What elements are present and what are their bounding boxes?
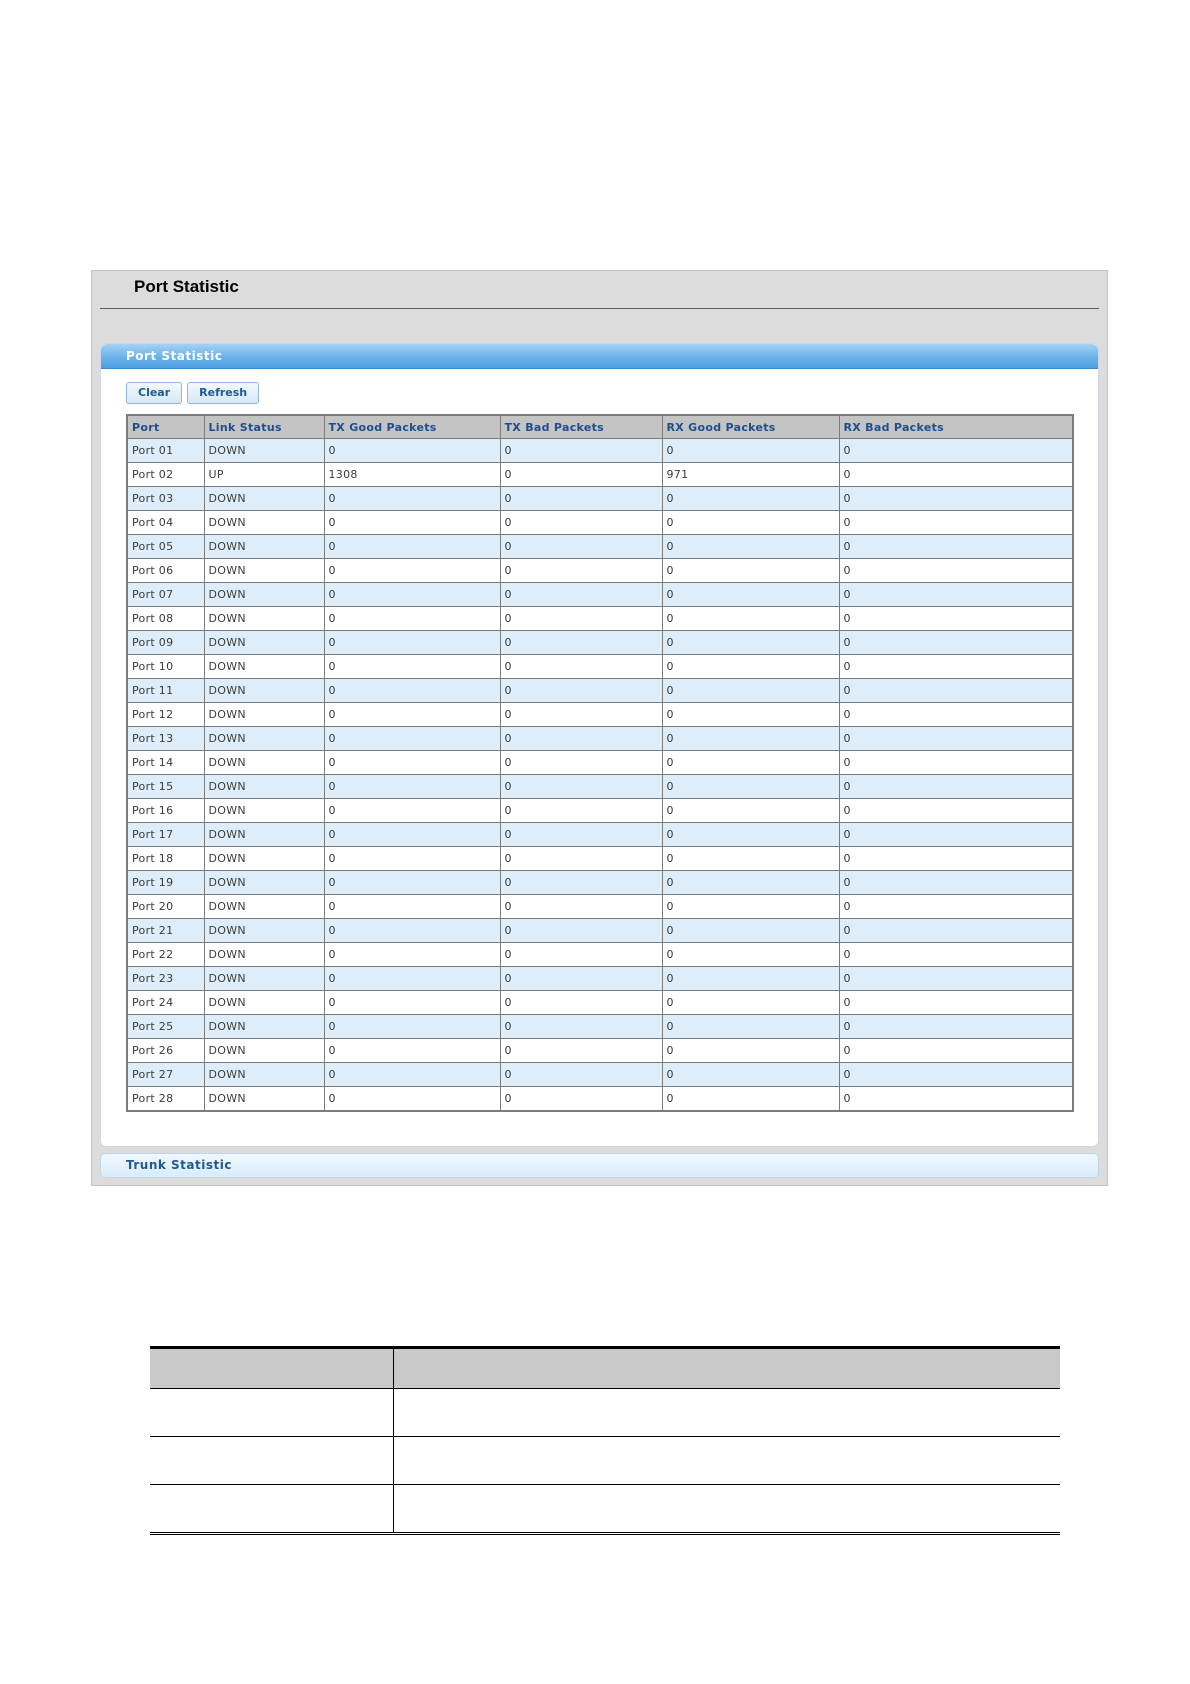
rx-good-packets-cell: 0: [662, 535, 839, 559]
rx-good-packets-cell: 0: [662, 775, 839, 799]
port-cell: Port 01: [127, 439, 204, 463]
port-statistic-table: [126, 414, 1074, 1112]
tx-good-packets-cell: 0: [324, 511, 500, 535]
panel-header[interactable]: Port Statistic: [101, 344, 1098, 369]
tx-bad-packets-cell: 0: [500, 535, 662, 559]
description-cell: [394, 1485, 1061, 1534]
tx-good-packets-cell: 0: [324, 1039, 500, 1063]
rx-good-packets-cell: 0: [662, 703, 839, 727]
table-row: [127, 967, 1073, 991]
port-cell: Port 20: [127, 895, 204, 919]
tx-bad-packets-cell: 0: [500, 967, 662, 991]
tx-bad-packets-cell: 0: [500, 727, 662, 751]
rx-bad-packets-cell: 0: [839, 607, 1073, 631]
tx-bad-packets-cell: 0: [500, 919, 662, 943]
tx-good-packets-cell: 0: [324, 919, 500, 943]
tx-good-packets-cell: 0: [324, 679, 500, 703]
port-cell: Port 27: [127, 1063, 204, 1087]
description-cell: [394, 1389, 1061, 1437]
tx-good-packets-cell: 0: [324, 799, 500, 823]
rx-bad-packets-cell: 0: [839, 559, 1073, 583]
link-status-cell: DOWN: [204, 751, 324, 775]
rx-good-packets-cell: 0: [662, 799, 839, 823]
table-row: [127, 1039, 1073, 1063]
table-row: [127, 655, 1073, 679]
port-cell: Port 19: [127, 871, 204, 895]
tx-bad-packets-cell: 0: [500, 1015, 662, 1039]
link-status-cell: DOWN: [204, 919, 324, 943]
tx-bad-packets-cell: 0: [500, 487, 662, 511]
rx-good-packets-cell: 0: [662, 823, 839, 847]
rx-bad-packets-cell: 0: [839, 991, 1073, 1015]
tx-bad-packets-cell: 0: [500, 943, 662, 967]
rx-bad-packets-cell: 0: [839, 535, 1073, 559]
rx-good-packets-cell: 0: [662, 919, 839, 943]
description-header-row: [150, 1348, 1060, 1389]
tx-good-packets-cell: 0: [324, 439, 500, 463]
rx-bad-packets-cell: 0: [839, 775, 1073, 799]
table-row: [127, 775, 1073, 799]
rx-bad-packets-cell: 0: [839, 919, 1073, 943]
trunk-statistic-header[interactable]: Trunk Statistic: [100, 1153, 1099, 1178]
tx-good-packets-cell: 0: [324, 1063, 500, 1087]
rx-good-packets-cell: 0: [662, 727, 839, 751]
tx-good-packets-cell: 0: [324, 703, 500, 727]
tx-bad-packets-cell: 0: [500, 703, 662, 727]
rx-bad-packets-cell: 0: [839, 727, 1073, 751]
rx-bad-packets-cell: 0: [839, 943, 1073, 967]
tx-bad-packets-cell: 0: [500, 631, 662, 655]
tx-bad-packets-cell: 0: [500, 655, 662, 679]
rx-bad-packets-cell: 0: [839, 1015, 1073, 1039]
table-row: [127, 511, 1073, 535]
tx-bad-packets-cell: 0: [500, 511, 662, 535]
rx-good-packets-cell: 0: [662, 655, 839, 679]
link-status-cell: DOWN: [204, 775, 324, 799]
tx-good-packets-cell: 0: [324, 535, 500, 559]
tx-good-packets-cell: 0: [324, 1087, 500, 1112]
rx-good-packets-cell: 0: [662, 1015, 839, 1039]
link-status-cell: DOWN: [204, 535, 324, 559]
table-row: [127, 751, 1073, 775]
tx-bad-packets-cell: 0: [500, 1087, 662, 1112]
tx-good-packets-cell: 0: [324, 583, 500, 607]
link-status-cell: DOWN: [204, 439, 324, 463]
rx-bad-packets-cell: 0: [839, 895, 1073, 919]
link-status-cell: DOWN: [204, 607, 324, 631]
port-cell: Port 25: [127, 1015, 204, 1039]
rx-good-packets-cell: 971: [662, 463, 839, 487]
port-cell: Port 03: [127, 487, 204, 511]
rx-bad-packets-cell: 0: [839, 439, 1073, 463]
rx-bad-packets-cell: 0: [839, 1039, 1073, 1063]
port-cell: Port 15: [127, 775, 204, 799]
tx-good-packets-cell: 0: [324, 943, 500, 967]
port-cell: Port 05: [127, 535, 204, 559]
tx-good-packets-cell: 0: [324, 895, 500, 919]
table-row: [127, 631, 1073, 655]
tx-good-packets-cell: 0: [324, 727, 500, 751]
description-cell: [394, 1437, 1061, 1485]
table-row: [127, 1063, 1073, 1087]
rx-bad-packets-cell: 0: [839, 1087, 1073, 1112]
link-status-cell: DOWN: [204, 847, 324, 871]
link-status-cell: DOWN: [204, 991, 324, 1015]
port-statistic-screenshot: [91, 270, 1108, 1186]
rx-good-packets-cell: 0: [662, 1063, 839, 1087]
rx-good-packets-cell: 0: [662, 1039, 839, 1063]
link-status-cell: DOWN: [204, 799, 324, 823]
tx-bad-packets-cell: 0: [500, 751, 662, 775]
link-status-cell: DOWN: [204, 823, 324, 847]
column-header-tx-bad: TX Bad Packets: [500, 415, 662, 439]
port-cell: Port 12: [127, 703, 204, 727]
tx-bad-packets-cell: 0: [500, 775, 662, 799]
link-status-cell: UP: [204, 463, 324, 487]
tx-good-packets-cell: 0: [324, 847, 500, 871]
rx-good-packets-cell: 0: [662, 511, 839, 535]
link-status-cell: DOWN: [204, 727, 324, 751]
port-cell: Port 28: [127, 1087, 204, 1112]
link-status-cell: DOWN: [204, 631, 324, 655]
tx-bad-packets-cell: 0: [500, 1039, 662, 1063]
table-row: [127, 535, 1073, 559]
column-header-rx-good: RX Good Packets: [662, 415, 839, 439]
table-row: [127, 991, 1073, 1015]
table-row: [127, 871, 1073, 895]
rx-good-packets-cell: 0: [662, 871, 839, 895]
port-cell: Port 22: [127, 943, 204, 967]
table-body: [127, 439, 1073, 1112]
port-cell: Port 23: [127, 967, 204, 991]
tx-good-packets-cell: 0: [324, 967, 500, 991]
title-divider: [100, 308, 1099, 309]
table-row: [127, 799, 1073, 823]
link-status-cell: DOWN: [204, 895, 324, 919]
rx-bad-packets-cell: 0: [839, 703, 1073, 727]
tx-good-packets-cell: 0: [324, 631, 500, 655]
tx-good-packets-cell: 0: [324, 823, 500, 847]
rx-bad-packets-cell: 0: [839, 631, 1073, 655]
table-row: [127, 727, 1073, 751]
rx-good-packets-cell: 0: [662, 967, 839, 991]
rx-bad-packets-cell: 0: [839, 871, 1073, 895]
tx-good-packets-cell: 1308: [324, 463, 500, 487]
port-cell: Port 07: [127, 583, 204, 607]
tx-bad-packets-cell: 0: [500, 847, 662, 871]
port-cell: Port 06: [127, 559, 204, 583]
clear-button[interactable]: Clear: [126, 382, 182, 404]
rx-bad-packets-cell: 0: [839, 487, 1073, 511]
tx-bad-packets-cell: 0: [500, 895, 662, 919]
rx-good-packets-cell: 0: [662, 631, 839, 655]
table-row: [127, 1015, 1073, 1039]
link-status-cell: DOWN: [204, 679, 324, 703]
rx-bad-packets-cell: 0: [839, 655, 1073, 679]
rx-bad-packets-cell: 0: [839, 583, 1073, 607]
rx-good-packets-cell: 0: [662, 487, 839, 511]
description-row: [150, 1389, 1060, 1437]
link-status-cell: DOWN: [204, 655, 324, 679]
rx-bad-packets-cell: 0: [839, 967, 1073, 991]
rx-good-packets-cell: 0: [662, 607, 839, 631]
port-cell: Port 08: [127, 607, 204, 631]
link-status-cell: DOWN: [204, 487, 324, 511]
port-cell: Port 13: [127, 727, 204, 751]
link-status-cell: DOWN: [204, 1015, 324, 1039]
port-cell: Port 10: [127, 655, 204, 679]
link-status-cell: DOWN: [204, 943, 324, 967]
port-cell: Port 18: [127, 847, 204, 871]
port-statistic-panel: [100, 343, 1099, 1147]
table-row: [127, 943, 1073, 967]
object-column-header: [150, 1348, 394, 1389]
table-row: [127, 679, 1073, 703]
table-row: [127, 463, 1073, 487]
table-row: [127, 607, 1073, 631]
tx-good-packets-cell: 0: [324, 871, 500, 895]
tx-good-packets-cell: 0: [324, 607, 500, 631]
table-row: [127, 823, 1073, 847]
link-status-cell: DOWN: [204, 871, 324, 895]
rx-good-packets-cell: 0: [662, 559, 839, 583]
tx-good-packets-cell: 0: [324, 655, 500, 679]
tx-bad-packets-cell: 0: [500, 871, 662, 895]
port-cell: Port 24: [127, 991, 204, 1015]
tx-good-packets-cell: 0: [324, 751, 500, 775]
rx-good-packets-cell: 0: [662, 583, 839, 607]
link-status-cell: DOWN: [204, 559, 324, 583]
object-cell: [150, 1389, 394, 1437]
link-status-cell: DOWN: [204, 583, 324, 607]
tx-good-packets-cell: 0: [324, 487, 500, 511]
tx-bad-packets-cell: 0: [500, 1063, 662, 1087]
port-cell: Port 16: [127, 799, 204, 823]
link-status-cell: DOWN: [204, 1063, 324, 1087]
description-column-header: [394, 1348, 1061, 1389]
description-row: [150, 1437, 1060, 1485]
rx-good-packets-cell: 0: [662, 1087, 839, 1112]
rx-good-packets-cell: 0: [662, 847, 839, 871]
tx-bad-packets-cell: 0: [500, 823, 662, 847]
link-status-cell: DOWN: [204, 511, 324, 535]
rx-bad-packets-cell: 0: [839, 463, 1073, 487]
tx-bad-packets-cell: 0: [500, 607, 662, 631]
button-bar: [126, 382, 264, 404]
column-header-tx-good: TX Good Packets: [324, 415, 500, 439]
rx-good-packets-cell: 0: [662, 439, 839, 463]
tx-good-packets-cell: 0: [324, 775, 500, 799]
link-status-cell: DOWN: [204, 967, 324, 991]
table-row: [127, 583, 1073, 607]
rx-bad-packets-cell: 0: [839, 511, 1073, 535]
port-cell: Port 09: [127, 631, 204, 655]
table-row: [127, 1087, 1073, 1112]
rx-bad-packets-cell: 0: [839, 823, 1073, 847]
link-status-cell: DOWN: [204, 1039, 324, 1063]
port-cell: Port 04: [127, 511, 204, 535]
port-cell: Port 02: [127, 463, 204, 487]
table-row: [127, 439, 1073, 463]
table-header-row: [127, 415, 1073, 439]
tx-bad-packets-cell: 0: [500, 679, 662, 703]
tx-bad-packets-cell: 0: [500, 991, 662, 1015]
port-cell: Port 11: [127, 679, 204, 703]
description-row: [150, 1485, 1060, 1534]
object-cell: [150, 1485, 394, 1534]
tx-bad-packets-cell: 0: [500, 799, 662, 823]
rx-good-packets-cell: 0: [662, 751, 839, 775]
tx-bad-packets-cell: 0: [500, 463, 662, 487]
link-status-cell: DOWN: [204, 703, 324, 727]
rx-bad-packets-cell: 0: [839, 679, 1073, 703]
port-cell: Port 21: [127, 919, 204, 943]
rx-good-packets-cell: 0: [662, 895, 839, 919]
link-status-cell: DOWN: [204, 1087, 324, 1112]
rx-good-packets-cell: 0: [662, 991, 839, 1015]
table-row: [127, 487, 1073, 511]
column-header-link-status: Link Status: [204, 415, 324, 439]
tx-good-packets-cell: 0: [324, 991, 500, 1015]
tx-bad-packets-cell: 0: [500, 559, 662, 583]
port-cell: Port 26: [127, 1039, 204, 1063]
tx-good-packets-cell: 0: [324, 1015, 500, 1039]
table-row: [127, 559, 1073, 583]
rx-bad-packets-cell: 0: [839, 847, 1073, 871]
tx-good-packets-cell: 0: [324, 559, 500, 583]
description-table: [150, 1346, 1060, 1535]
port-cell: Port 17: [127, 823, 204, 847]
rx-good-packets-cell: 0: [662, 943, 839, 967]
rx-bad-packets-cell: 0: [839, 799, 1073, 823]
refresh-button[interactable]: Refresh: [187, 382, 259, 404]
object-cell: [150, 1437, 394, 1485]
column-header-port: Port: [127, 415, 204, 439]
port-cell: Port 14: [127, 751, 204, 775]
table-row: [127, 847, 1073, 871]
table-row: [127, 895, 1073, 919]
table-row: [127, 919, 1073, 943]
table-row: [127, 703, 1073, 727]
page-title: Port Statistic: [134, 277, 239, 296]
rx-bad-packets-cell: 0: [839, 751, 1073, 775]
tx-bad-packets-cell: 0: [500, 439, 662, 463]
rx-bad-packets-cell: 0: [839, 1063, 1073, 1087]
column-header-rx-bad: RX Bad Packets: [839, 415, 1073, 439]
tx-bad-packets-cell: 0: [500, 583, 662, 607]
rx-good-packets-cell: 0: [662, 679, 839, 703]
